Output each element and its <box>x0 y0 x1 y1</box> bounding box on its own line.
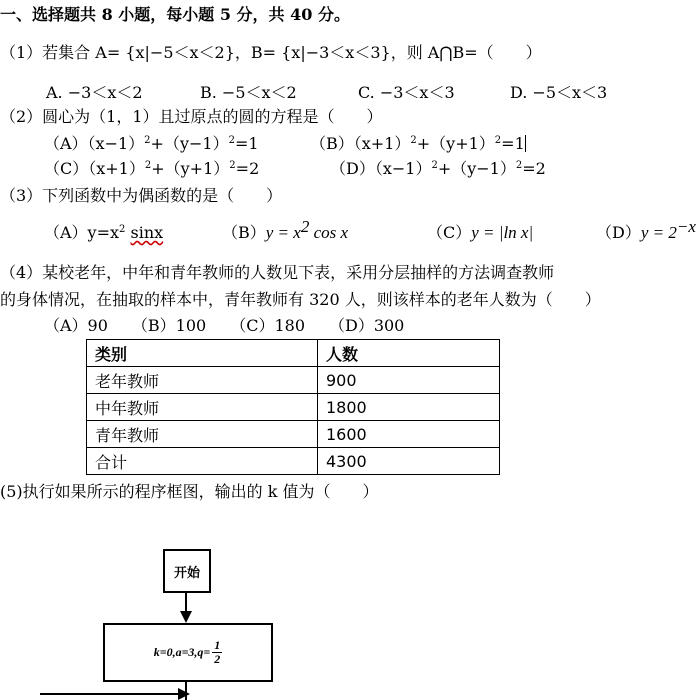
q4-stem-line1: （4）某校老年，中年和青年教师的人数见下表，采用分层抽样的方法调查教师 <box>0 263 555 282</box>
table-header: 人数 <box>318 340 500 367</box>
table-cell: 4300 <box>318 448 500 475</box>
q1-option-b: B. −5＜x＜2 <box>200 83 297 102</box>
q2-option-b: $(B)(x+1)^2+(y+1)^2=1$ <box>310 134 525 153</box>
table-header-row <box>87 340 500 367</box>
q3-option-b: $(B)y = x^2$ cos x <box>222 217 349 242</box>
table-cell: 1800 <box>318 394 500 421</box>
table-row <box>87 394 500 421</box>
q4-stem-line2: 的身体情况，在抽取的样本中，青年教师有 320 人，则该样本的老年人数为（ ） <box>0 290 601 309</box>
q5-stem: (5)执行如果所示的程序框图，输出的 k 值为（ ） <box>0 482 379 501</box>
flowchart-init-text: k=0,a=3,q= <box>153 645 211 659</box>
flowchart-init-box <box>103 623 273 682</box>
q3-option-d: $(D)y = 2^{-x}$ <box>596 217 696 242</box>
table-row <box>87 421 500 448</box>
q1-stem: （1）若集合 A= {x|−5＜x＜2}，B= {x|−3＜x＜3}，则 A⋂B=（ ） <box>0 43 542 62</box>
flowchart-arrow-line <box>185 591 187 613</box>
table-cell: 合计 <box>87 448 318 475</box>
q3-option-a: $(A)y=x^2$ sinx <box>44 223 164 242</box>
q3-option-c: （C）y = |ln x| <box>427 223 534 242</box>
q2-option-c: $(C)(x+1)^2+(y+1)^2=2$ <box>44 159 260 178</box>
flowchart-main-line <box>185 680 187 700</box>
flowchart-start-box <box>163 549 211 593</box>
table-header: 类别 <box>87 340 318 367</box>
flowchart-start-label: 开始 <box>173 565 200 581</box>
text-cursor <box>525 135 526 152</box>
q1-option-d: D. −5＜x＜3 <box>510 83 608 102</box>
q3-stem: （3）下列函数中为偶函数的是（ ） <box>0 186 283 205</box>
q1-option-a: A. −3＜x＜2 <box>46 83 143 102</box>
teacher-count-table <box>86 339 500 475</box>
section-heading: 一、选择题共 8 小题，每小题 5 分，共 40 分。 <box>0 5 350 24</box>
flowchart-loop-arrow-head <box>178 688 190 700</box>
table-cell: 老年教师 <box>87 367 318 394</box>
table-cell: 青年教师 <box>87 421 318 448</box>
q4-options: （A）90 （B）100 （C）180 （D）300 <box>44 316 405 335</box>
flowchart-loop-line <box>40 693 180 695</box>
q2-stem: （2）圆心为（1，1）且过原点的圆的方程是（ ） <box>0 107 383 126</box>
table-cell: 中年教师 <box>87 394 318 421</box>
table-cell: 900 <box>318 367 500 394</box>
table-row <box>87 367 500 394</box>
table-row <box>87 448 500 475</box>
q2-option-d: $(D)(x-1)^2+(y-1)^2=2$ <box>330 159 546 178</box>
flowchart-arrow-head <box>180 611 192 623</box>
q1-option-c: C. −3＜x＜3 <box>358 83 455 102</box>
table-cell: 1600 <box>318 421 500 448</box>
flowchart-fraction: $\frac{1}{2}$ <box>214 638 221 666</box>
q2-option-a: $(A)(x-1)^2+(y-1)^2=1$ <box>44 134 259 153</box>
